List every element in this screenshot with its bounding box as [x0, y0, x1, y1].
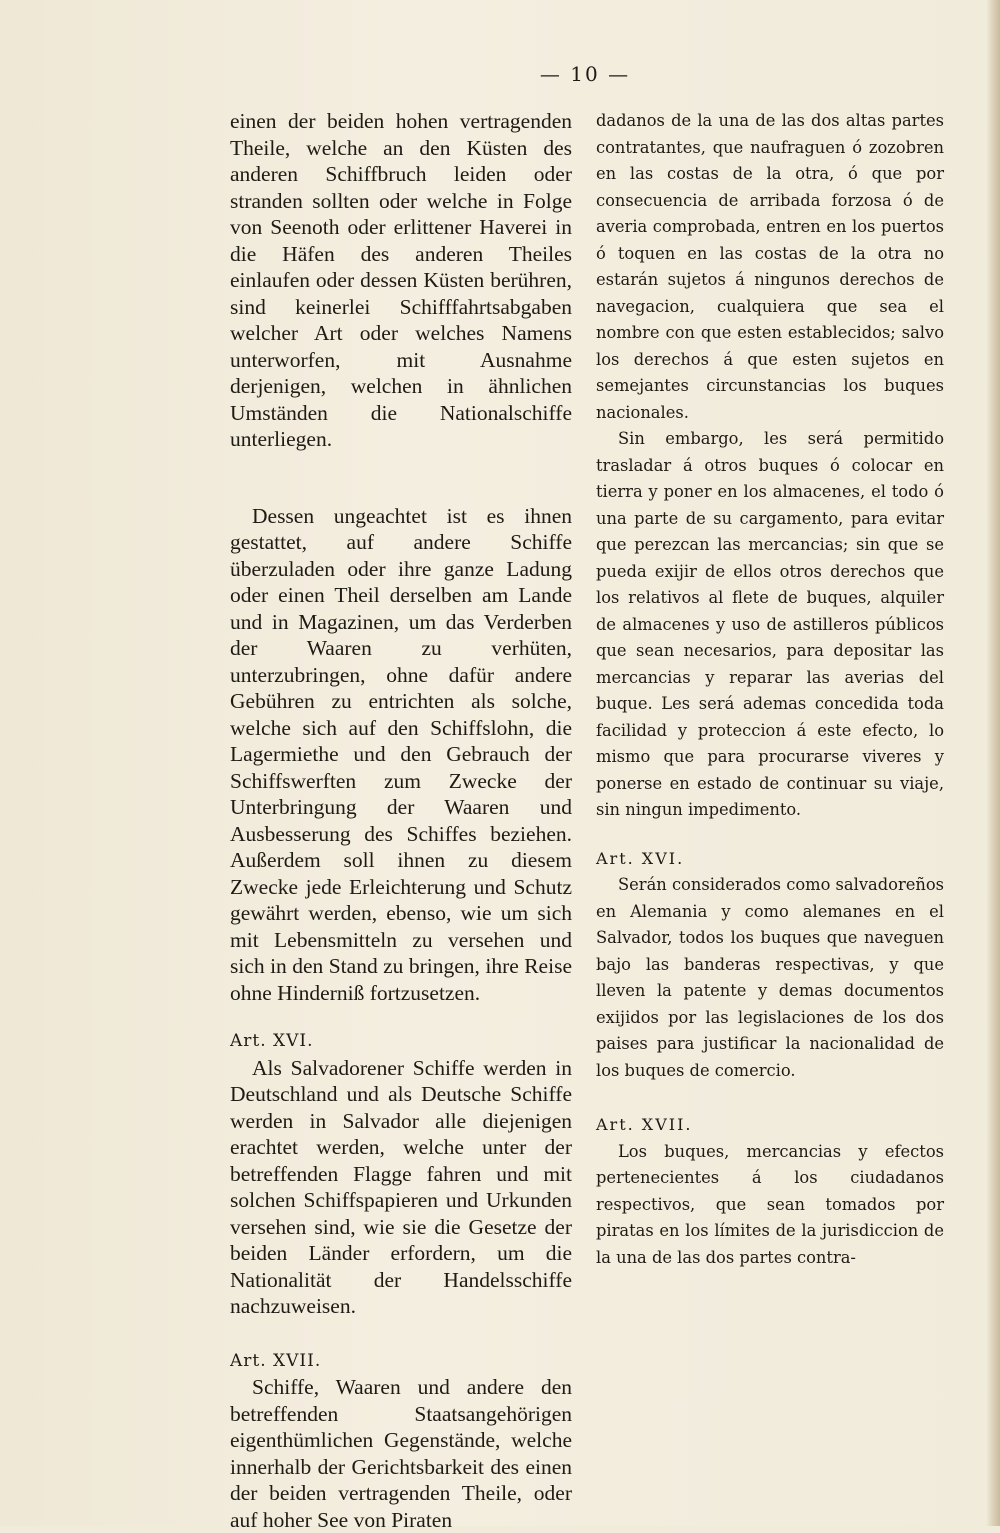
- spanish-column: [596, 108, 944, 1271]
- german-paragraph-4: Schiffe, Waaren und andere den betreffenden Staatsangehörigen eigenthümlichen Gegenstände, welche innerhalb der Gerichtsbarkeit des einen der beiden vertragenden Theile, oder auf hoher See von Piraten: [230, 1375, 572, 1532]
- page-edge-shadow: [986, 0, 1000, 1526]
- german-paragraph-1: einen der beiden hohen vertragenden Theile, welche an den Küsten des anderen Schiffbruch leiden oder stranden sollten oder welche in Folge von Seenoth oder erlittener Haverei in die Häfen des anderen Theiles einlaufen oder dessen Küsten berühren, sind keinerlei Schifffahrtsabgaben welcher Art oder welches Namens unterworfen, mit Ausnahme derjenigen, welchen in ähnlichen Umständen die Nationalschiffe unterliegen.: [230, 109, 572, 451]
- spanish-paragraph-1: dadanos de la una de las dos altas partes contratantes, que naufraguen ó zozobren en las costas de la otra, ó que por consecuencia de arribada forzosa ó de averia comprobada, entren en los puertos ó toquen en las costas de la otra no estarán sujetos á ningunos derechos de navegacion, cualquiera que sea el nombre con que esten establecidos; salvo los derechos á que esten sujetos en semejantes circunstancias los buques nacionales.: [596, 111, 944, 422]
- spanish-paragraph-2: Sin embargo, les será permitido trasladar á otros buques ó colocar en tierra y poner en los almacenes, el todo ó una parte de su cargamento, para evitar que perezcan las mercancias; sin que se pueda exijir de ellos otros derechos que los relativos al flete de buques, alquiler de almacenes y uso de astilleros públicos que sean necesarios, para depositar las mercancias y reparar las averias del buque. Les será ademas concedida toda facilidad y proteccion á este efecto, lo mismo que para procurarse viveres y ponerse en estado de continuar su viaje, sin ningun impedimento.: [596, 429, 944, 819]
- german-article-16-heading: Art. XVI.: [230, 1031, 314, 1051]
- german-article-17-heading: Art. XVII.: [230, 1350, 322, 1371]
- spanish-paragraph-4: Los buques, mercancias y efectos pertenecientes á los ciudadanos respectivos, que sean tomados por piratas en los límites de la jurisdiccion de la una de las dos partes contra-: [596, 1141, 944, 1267]
- german-paragraph-3: Als Salvadorener Schiffe werden in Deutschland und als Deutsche Schiffe werden in Salvador alle diejenigen erachtet werden, welche unter der betreffenden Flagge fahren und mit solchen Schiffspapieren und Urkunden versehen sind, wie sie die Gesetze der beiden Länder erfordern, um die Nationalität der Handelsschiffe nachzuweisen.: [230, 1055, 572, 1318]
- german-column: [230, 108, 572, 1533]
- page-number: — 10 —: [539, 62, 631, 86]
- spanish-article-17-heading: Art. XVII.: [596, 1115, 693, 1134]
- spanish-paragraph-3: Serán considerados como salvadoreños en Alemania y como alemanes en el Salvador, todos los buques que naveguen bajo las banderas respectivas, y que lleven la patente y demas documentos exijidos por las legislaciones de los dos paises para justificar la nacionalidad de los buques de comercio.: [596, 875, 945, 1080]
- german-paragraph-2: Dessen ungeachtet ist es ihnen gestattet, auf andere Schiffe überzuladen oder ihre ganze Ladung oder einen Theil derselben am Lande und in Magazinen, um das Verderben der Waaren zu verhüten, unterzubringen, ohne dafür andere Gebühren zu entrichten als solche, welche sich auf den Schiffslohn, die Lagermiethe und den Gebrauch der Schiffswerften zum Zwecke der Unterbringung der Waaren und Ausbesserung des Schiffes beziehen. Außerdem soll ihnen zu diesem Zwecke jede Erleichterung und Schutz gewährt werden, ebenso, wie um sich mit Lebensmitteln zu versehen und sich in den Stand zu bringen, ihre Reise ohne Hinderniß fortzusetzen.: [230, 503, 572, 1005]
- spanish-article-16-heading: Art. XVI.: [596, 848, 685, 868]
